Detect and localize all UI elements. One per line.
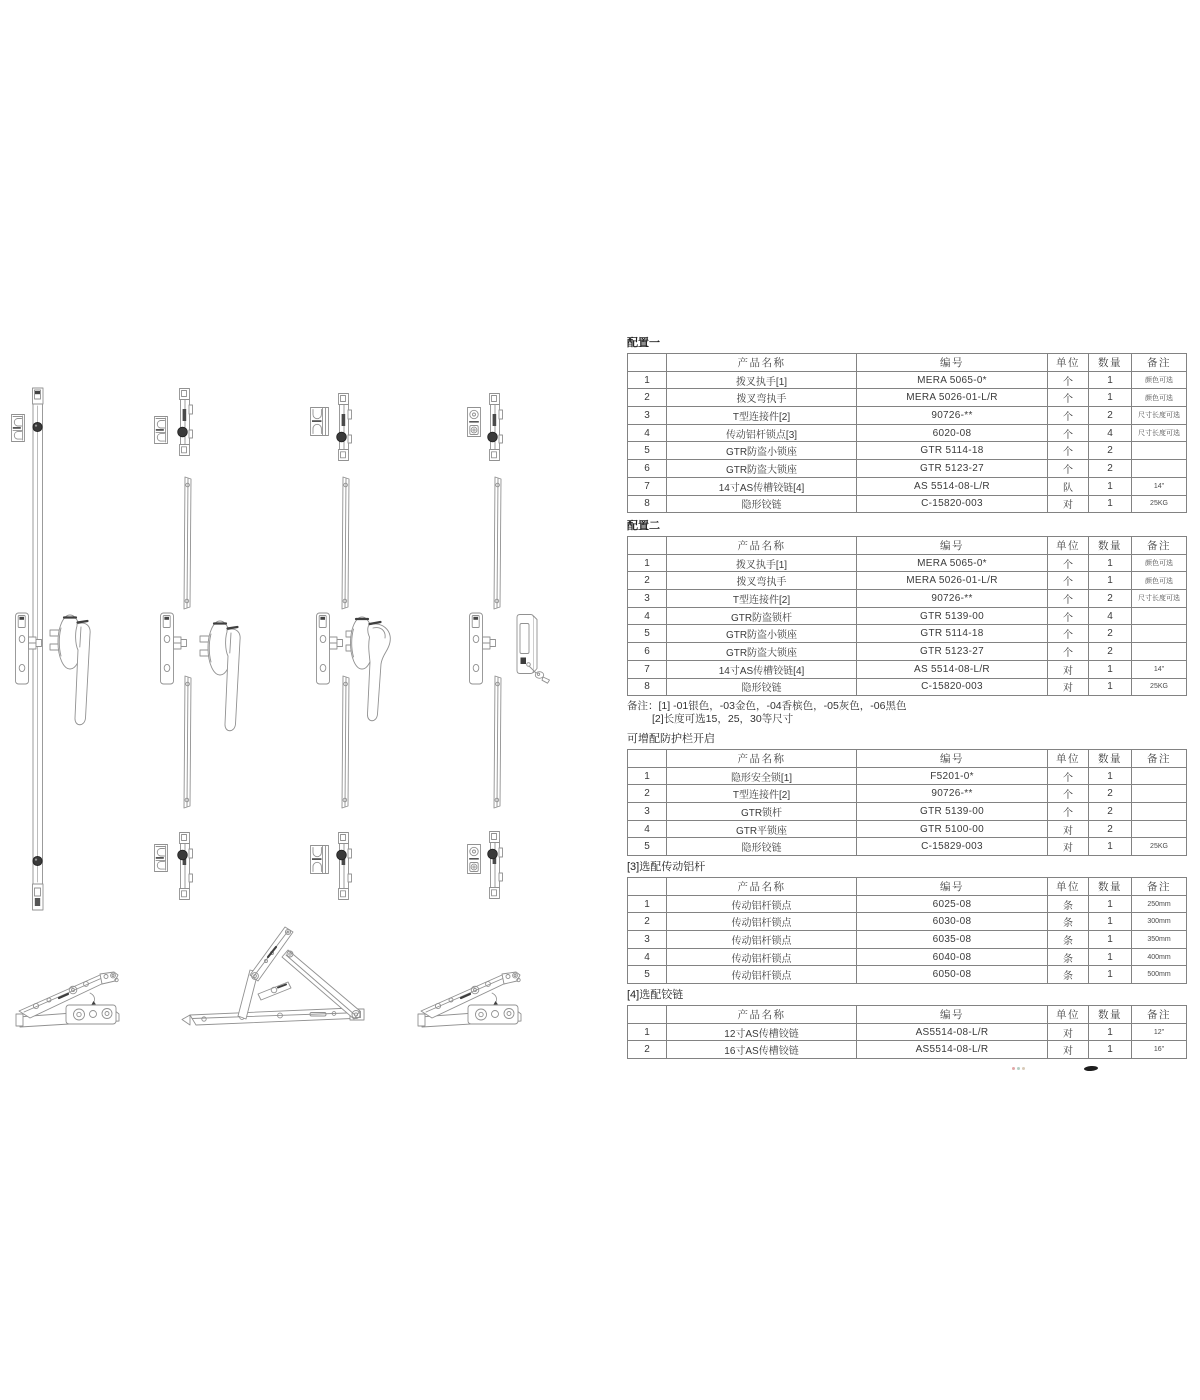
table-cell: 90726-** xyxy=(857,785,1048,803)
table-cell: 14寸AS传槽铰链[4] xyxy=(667,477,857,495)
column-header: 数量 xyxy=(1089,537,1132,555)
section-title: [4]选配铰链 xyxy=(627,989,684,1001)
table-cell: 5 xyxy=(628,966,667,984)
column-header: 数量 xyxy=(1089,750,1132,768)
table-cell: AS5514-08-L/R xyxy=(857,1041,1048,1059)
table-cell: 隐形铰链 xyxy=(667,495,857,513)
table-cell: 队 xyxy=(1048,477,1089,495)
table-cell: 1 xyxy=(1089,913,1132,931)
table-cell: 1 xyxy=(1089,371,1132,389)
table-cell: 条 xyxy=(1048,895,1089,913)
table-cell: 个 xyxy=(1048,371,1089,389)
table-cell: 1 xyxy=(628,895,667,913)
column-header: 编号 xyxy=(857,1006,1048,1024)
table-cell: 4 xyxy=(628,820,667,838)
table-row xyxy=(628,660,1187,678)
table-cell: 个 xyxy=(1048,389,1089,407)
table-cell: 1 xyxy=(1089,495,1132,513)
table-cell: 4 xyxy=(628,948,667,966)
table-cell: GTR锁杆 xyxy=(667,803,857,821)
table-cell: 2 xyxy=(1089,643,1132,661)
table-row xyxy=(628,895,1187,913)
hardware-line-drawings xyxy=(0,380,600,1070)
table-row xyxy=(628,1023,1187,1041)
table-cell: 个 xyxy=(1048,590,1089,608)
table-cell: 传动铝杆锁点 xyxy=(667,931,857,949)
table-cell: 1 xyxy=(1089,1041,1132,1059)
table-row xyxy=(628,820,1187,838)
column-header: 备注 xyxy=(1132,750,1187,768)
table-row xyxy=(628,424,1187,442)
table-cell: 颜色可选 xyxy=(1132,371,1187,389)
table-cell: GTR 5123-27 xyxy=(857,643,1048,661)
table-row xyxy=(628,477,1187,495)
table-cell: 个 xyxy=(1048,803,1089,821)
column-header: 编号 xyxy=(857,537,1048,555)
table-cell: 1 xyxy=(628,767,667,785)
table-cell: 25KG xyxy=(1132,838,1187,856)
table-row xyxy=(628,442,1187,460)
table-cell: 拨叉弯执手 xyxy=(667,572,857,590)
table-cell xyxy=(1132,820,1187,838)
table-cell: MERA 5026-01-L/R xyxy=(857,572,1048,590)
table-cell: 300mm xyxy=(1132,913,1187,931)
section-title: 可增配防护栏开启 xyxy=(627,733,715,745)
column-header xyxy=(628,1006,667,1024)
table-row xyxy=(628,913,1187,931)
table-row xyxy=(628,407,1187,425)
table-row xyxy=(628,495,1187,513)
table-cell: 对 xyxy=(1048,660,1089,678)
table-row xyxy=(628,572,1187,590)
table-cell: 12寸AS传槽铰链 xyxy=(667,1023,857,1041)
section-config-1 xyxy=(627,337,1188,513)
table-cell: 2 xyxy=(1089,785,1132,803)
table-cell: 1 xyxy=(1089,477,1132,495)
table-row xyxy=(628,966,1187,984)
column-header: 备注 xyxy=(1132,354,1187,372)
column-header: 产品名称 xyxy=(667,750,857,768)
table-cell xyxy=(1132,460,1187,478)
column-header: 数量 xyxy=(1089,354,1132,372)
remarks-note-line2: [2]长度可选15，25，30等尺寸 xyxy=(652,713,794,725)
table-cell: 1 xyxy=(1089,838,1132,856)
table-cell: 尺寸长度可选 xyxy=(1132,407,1187,425)
drawing-friction-stay-left xyxy=(16,972,119,1027)
table-cell: 对 xyxy=(1048,1041,1089,1059)
header-row xyxy=(628,750,1187,768)
table-row xyxy=(628,838,1187,856)
table-cell: GTR防盗小锁座 xyxy=(667,442,857,460)
table-cell: 颜色可选 xyxy=(1132,572,1187,590)
column-header: 备注 xyxy=(1132,878,1187,896)
table-row xyxy=(628,948,1187,966)
column-header: 备注 xyxy=(1132,537,1187,555)
section-guard-rail xyxy=(627,733,1188,856)
table-cell: 2 xyxy=(628,785,667,803)
column-header: 编号 xyxy=(857,878,1048,896)
table-cell: 6035-08 xyxy=(857,931,1048,949)
table-cell xyxy=(1132,767,1187,785)
table-cell: 7 xyxy=(628,477,667,495)
section-title: 配置一 xyxy=(627,337,660,349)
table-cell: 14寸AS传槽铰链[4] xyxy=(667,660,857,678)
table-cell: 2 xyxy=(1089,460,1132,478)
table-cell: 2 xyxy=(1089,625,1132,643)
table-cell: 1 xyxy=(1089,554,1132,572)
table-cell: 隐形安全锁[1] xyxy=(667,767,857,785)
table-cell: GTR 5139-00 xyxy=(857,803,1048,821)
parts-table-optional-rods xyxy=(627,877,1187,984)
table-cell: 隐形铰链 xyxy=(667,678,857,696)
table-cell: 对 xyxy=(1048,1023,1089,1041)
remarks-note xyxy=(627,700,906,726)
table-cell: GTR 5114-18 xyxy=(857,625,1048,643)
table-cell xyxy=(1132,643,1187,661)
parts-table-guard-rail xyxy=(627,749,1187,856)
table-row xyxy=(628,554,1187,572)
table-cell: AS 5514-08-L/R xyxy=(857,660,1048,678)
table-cell: 6025-08 xyxy=(857,895,1048,913)
table-cell: GTR防盗锁杆 xyxy=(667,607,857,625)
column-header: 单位 xyxy=(1048,537,1089,555)
column-header: 产品名称 xyxy=(667,878,857,896)
drawing-rail-assembly-3 xyxy=(311,394,391,900)
table-row xyxy=(628,803,1187,821)
table-cell: 1 xyxy=(1089,948,1132,966)
table-cell: 5 xyxy=(628,838,667,856)
table-row xyxy=(628,460,1187,478)
table-cell: 2 xyxy=(1089,442,1132,460)
table-cell: T型连接件[2] xyxy=(667,785,857,803)
drawing-rail-assembly-4 xyxy=(468,394,550,899)
table-cell: 条 xyxy=(1048,948,1089,966)
column-header: 数量 xyxy=(1089,1006,1132,1024)
table-cell: AS5514-08-L/R xyxy=(857,1023,1048,1041)
header-row xyxy=(628,878,1187,896)
table-cell: 6050-08 xyxy=(857,966,1048,984)
table-cell: 2 xyxy=(1089,820,1132,838)
column-header: 单位 xyxy=(1048,878,1089,896)
table-cell: 4 xyxy=(1089,424,1132,442)
table-cell: 25KG xyxy=(1132,495,1187,513)
section-optional-hinges xyxy=(627,989,1188,1059)
section-title: [3]选配传动铝杆 xyxy=(627,861,706,873)
table-cell: GTR平锁座 xyxy=(667,820,857,838)
table-cell: 12" xyxy=(1132,1023,1187,1041)
table-row xyxy=(628,590,1187,608)
table-cell: 2 xyxy=(628,389,667,407)
table-cell: 8 xyxy=(628,495,667,513)
column-header: 单位 xyxy=(1048,354,1089,372)
table-cell: 2 xyxy=(1089,803,1132,821)
table-cell: GTR防盗小锁座 xyxy=(667,625,857,643)
table-cell: 16" xyxy=(1132,1041,1187,1059)
table-cell: 2 xyxy=(628,1041,667,1059)
table-cell: MERA 5026-01-L/R xyxy=(857,389,1048,407)
column-header: 数量 xyxy=(1089,878,1132,896)
table-cell: 个 xyxy=(1048,442,1089,460)
table-cell: 个 xyxy=(1048,572,1089,590)
table-cell: 1 xyxy=(1089,966,1132,984)
drawing-friction-stay-middle xyxy=(182,927,364,1025)
table-cell: 4 xyxy=(628,424,667,442)
table-cell: 1 xyxy=(628,554,667,572)
table-cell: 25KG xyxy=(1132,678,1187,696)
column-header: 备注 xyxy=(1132,1006,1187,1024)
table-cell: 1 xyxy=(1089,895,1132,913)
table-cell: C-15829-003 xyxy=(857,838,1048,856)
table-cell: 6040-08 xyxy=(857,948,1048,966)
table-cell: 16寸AS传槽铰链 xyxy=(667,1041,857,1059)
table-cell: 对 xyxy=(1048,678,1089,696)
table-cell: 14" xyxy=(1132,477,1187,495)
section-title: 配置二 xyxy=(627,520,660,532)
table-cell xyxy=(1132,803,1187,821)
table-cell: 2 xyxy=(628,913,667,931)
table-cell: 1 xyxy=(1089,678,1132,696)
table-cell: 250mm xyxy=(1132,895,1187,913)
table-cell: 拨叉弯执手 xyxy=(667,389,857,407)
table-cell: 6 xyxy=(628,643,667,661)
table-cell: GTR 5100-00 xyxy=(857,820,1048,838)
table-row xyxy=(628,785,1187,803)
table-row xyxy=(628,371,1187,389)
table-cell: 14" xyxy=(1132,660,1187,678)
table-cell: 拨叉执手[1] xyxy=(667,554,857,572)
table-cell: 尺寸长度可选 xyxy=(1132,424,1187,442)
watermark-mark xyxy=(1084,1066,1098,1072)
table-cell: 隐形铰链 xyxy=(667,838,857,856)
table-cell: 传动铝杆锁点 xyxy=(667,913,857,931)
table-cell: 传动铝杆锁点 xyxy=(667,948,857,966)
table-cell: C-15820-003 xyxy=(857,495,1048,513)
table-cell: 500mm xyxy=(1132,966,1187,984)
table-row xyxy=(628,607,1187,625)
column-header xyxy=(628,750,667,768)
table-cell: GTR 5114-18 xyxy=(857,442,1048,460)
section-config-2 xyxy=(627,520,1188,696)
table-cell: 6020-08 xyxy=(857,424,1048,442)
column-header xyxy=(628,878,667,896)
table-cell: 1 xyxy=(1089,660,1132,678)
table-cell: 传动铝杆锁点 xyxy=(667,895,857,913)
table-cell: 个 xyxy=(1048,424,1089,442)
table-cell: 1 xyxy=(628,371,667,389)
table-row xyxy=(628,1041,1187,1059)
table-cell: 350mm xyxy=(1132,931,1187,949)
table-cell: 条 xyxy=(1048,966,1089,984)
table-cell: 1 xyxy=(1089,931,1132,949)
table-cell: 90726-** xyxy=(857,590,1048,608)
table-cell: 1 xyxy=(628,1023,667,1041)
table-cell: 个 xyxy=(1048,643,1089,661)
table-cell: 90726-** xyxy=(857,407,1048,425)
table-cell: 拨叉执手[1] xyxy=(667,371,857,389)
table-cell xyxy=(1132,442,1187,460)
column-header: 编号 xyxy=(857,354,1048,372)
column-header: 单位 xyxy=(1048,1006,1089,1024)
header-row xyxy=(628,1006,1187,1024)
table-cell: 8 xyxy=(628,678,667,696)
table-cell: GTR 5139-00 xyxy=(857,607,1048,625)
remarks-note-line1: 备注：[1] -01银色，-03金色，-04香槟色，-05灰色，-06黑色 xyxy=(627,700,907,712)
table-cell: 6030-08 xyxy=(857,913,1048,931)
table-row xyxy=(628,643,1187,661)
column-header: 产品名称 xyxy=(667,1006,857,1024)
table-row xyxy=(628,389,1187,407)
table-cell: 颜色可选 xyxy=(1132,554,1187,572)
table-cell: T型连接件[2] xyxy=(667,590,857,608)
table-cell: 1 xyxy=(1089,572,1132,590)
table-cell: 条 xyxy=(1048,913,1089,931)
table-cell: 3 xyxy=(628,590,667,608)
table-cell: 颜色可选 xyxy=(1132,389,1187,407)
column-header: 产品名称 xyxy=(667,354,857,372)
table-cell: GTR防盗大锁座 xyxy=(667,643,857,661)
table-cell: MERA 5065-0* xyxy=(857,554,1048,572)
drawing-friction-stay-right xyxy=(418,972,521,1027)
table-cell: 个 xyxy=(1048,767,1089,785)
parts-table-optional-hinges xyxy=(627,1005,1187,1059)
table-cell: 个 xyxy=(1048,625,1089,643)
table-row xyxy=(628,625,1187,643)
table-cell: AS 5514-08-L/R xyxy=(857,477,1048,495)
table-cell: 1 xyxy=(1089,1023,1132,1041)
table-cell: 对 xyxy=(1048,495,1089,513)
table-cell: 2 xyxy=(628,572,667,590)
table-cell: 2 xyxy=(1089,590,1132,608)
table-cell: 个 xyxy=(1048,407,1089,425)
table-cell: 传动铝杆锁点[3] xyxy=(667,424,857,442)
table-cell: 尺寸长度可选 xyxy=(1132,590,1187,608)
table-cell: 400mm xyxy=(1132,948,1187,966)
column-header: 编号 xyxy=(857,750,1048,768)
table-cell: 3 xyxy=(628,407,667,425)
table-cell: 5 xyxy=(628,625,667,643)
parts-table-config-1 xyxy=(627,353,1187,513)
table-cell: 对 xyxy=(1048,820,1089,838)
column-header xyxy=(628,354,667,372)
column-header: 产品名称 xyxy=(667,537,857,555)
table-cell: 2 xyxy=(1089,407,1132,425)
table-cell: 传动铝杆锁点 xyxy=(667,966,857,984)
table-cell: 个 xyxy=(1048,460,1089,478)
header-row xyxy=(628,537,1187,555)
drawing-rail-assembly-2 xyxy=(155,389,241,900)
table-cell: 个 xyxy=(1048,607,1089,625)
table-row xyxy=(628,767,1187,785)
table-cell: T型连接件[2] xyxy=(667,407,857,425)
drawing-drive-rod-assembly xyxy=(12,388,91,910)
column-header xyxy=(628,537,667,555)
table-cell: 个 xyxy=(1048,554,1089,572)
table-cell: C-15820-003 xyxy=(857,678,1048,696)
table-cell: 个 xyxy=(1048,785,1089,803)
table-row xyxy=(628,678,1187,696)
table-cell: 6 xyxy=(628,460,667,478)
table-cell xyxy=(1132,625,1187,643)
table-cell: 4 xyxy=(628,607,667,625)
table-cell: 条 xyxy=(1048,931,1089,949)
table-cell: GTR 5123-27 xyxy=(857,460,1048,478)
table-cell: 1 xyxy=(1089,767,1132,785)
table-cell: 5 xyxy=(628,442,667,460)
watermark-dots xyxy=(1012,1067,1025,1070)
table-cell: 4 xyxy=(1089,607,1132,625)
parts-table-config-2 xyxy=(627,536,1187,696)
table-cell: F5201-0* xyxy=(857,767,1048,785)
table-cell: GTR防盗大锁座 xyxy=(667,460,857,478)
header-row xyxy=(628,354,1187,372)
table-cell: 7 xyxy=(628,660,667,678)
table-cell: 对 xyxy=(1048,838,1089,856)
section-optional-rods xyxy=(627,861,1188,984)
table-cell: 3 xyxy=(628,803,667,821)
table-cell: MERA 5065-0* xyxy=(857,371,1048,389)
table-cell xyxy=(1132,607,1187,625)
column-header: 单位 xyxy=(1048,750,1089,768)
table-cell: 3 xyxy=(628,931,667,949)
table-row xyxy=(628,931,1187,949)
table-cell: 1 xyxy=(1089,389,1132,407)
table-cell xyxy=(1132,785,1187,803)
